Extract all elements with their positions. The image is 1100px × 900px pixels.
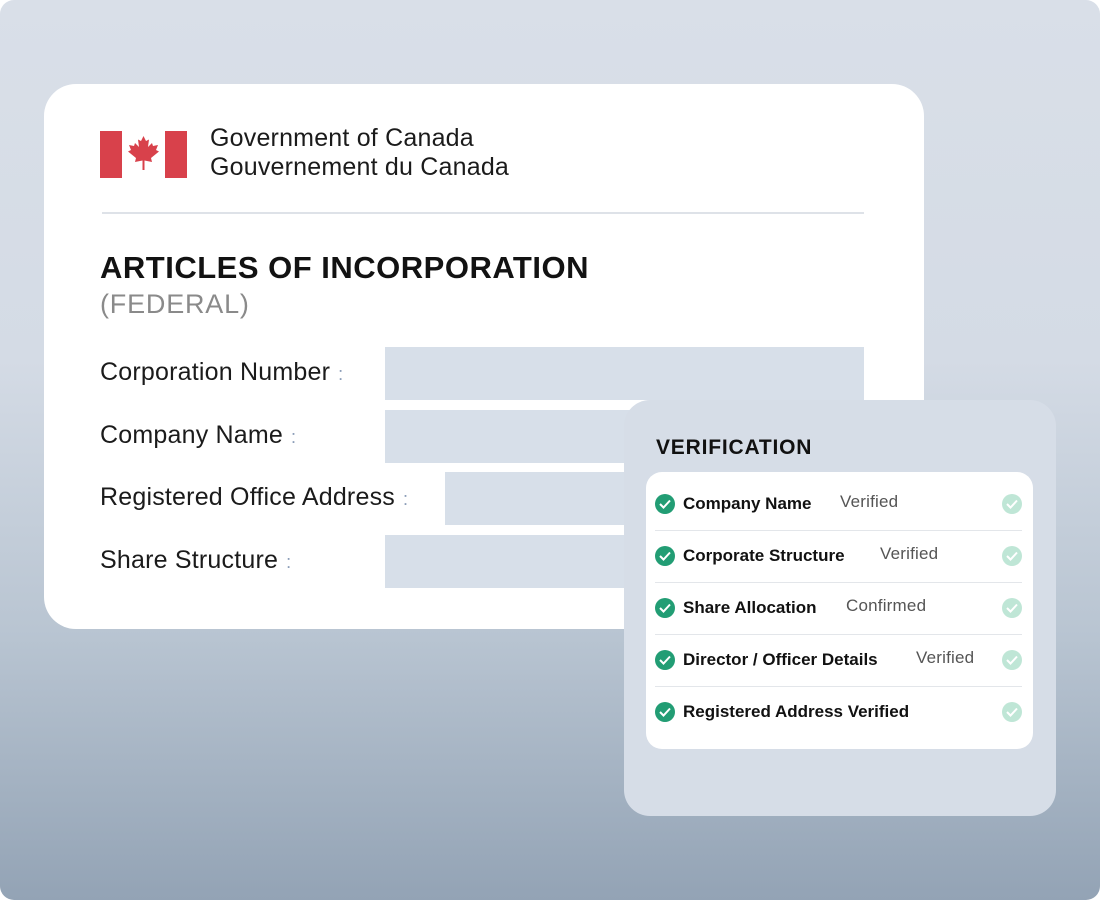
verification-item-name: Share Allocation xyxy=(683,598,817,617)
document-subtitle: (FEDERAL) xyxy=(100,289,250,319)
verification-item-status: Confirmed xyxy=(846,596,927,615)
verification-item-status: Verified xyxy=(880,544,939,563)
field-label-registered-office-address: Registered Office Address : xyxy=(100,483,409,511)
check-circle-icon xyxy=(655,546,675,566)
verification-item xyxy=(655,478,1022,531)
canada-flag-icon xyxy=(100,131,187,178)
government-name xyxy=(210,124,509,182)
government-name-en: Government of Canada xyxy=(210,124,474,152)
verification-item-name: Company Name xyxy=(683,494,812,513)
verification-item xyxy=(655,634,1022,687)
check-circle-light-icon xyxy=(1002,494,1022,514)
check-circle-light-icon xyxy=(1002,546,1022,566)
verification-item xyxy=(655,582,1022,635)
field-label-share-structure: Share Structure : xyxy=(100,546,292,574)
check-circle-light-icon xyxy=(1002,702,1022,722)
verification-item-status: Verified xyxy=(840,492,899,511)
check-circle-icon xyxy=(655,494,675,514)
header-divider xyxy=(102,212,864,214)
verification-item xyxy=(655,686,1022,738)
verification-item-name: Director / Officer Details xyxy=(683,650,878,669)
check-circle-icon xyxy=(655,702,675,722)
verification-list xyxy=(646,472,1033,749)
field-label-company-name: Company Name : xyxy=(100,421,297,449)
government-name-fr: Gouvernement du Canada xyxy=(210,153,510,181)
check-circle-icon xyxy=(655,598,675,618)
verification-title: VERIFICATION xyxy=(656,436,813,459)
check-circle-icon xyxy=(655,650,675,670)
verification-item xyxy=(655,530,1022,583)
verification-panel xyxy=(624,400,1056,816)
check-circle-light-icon xyxy=(1002,598,1022,618)
corporation-number-field[interactable] xyxy=(385,347,864,400)
verification-item-status: Verified xyxy=(916,648,975,667)
document-title: ARTICLES OF INCORPORATION xyxy=(100,250,589,285)
field-label-corporation-number: Corporation Number : xyxy=(100,358,344,386)
verification-item-name: Corporate Structure xyxy=(683,546,845,565)
verification-item-name: Registered Address Verified xyxy=(683,702,910,721)
check-circle-light-icon xyxy=(1002,650,1022,670)
